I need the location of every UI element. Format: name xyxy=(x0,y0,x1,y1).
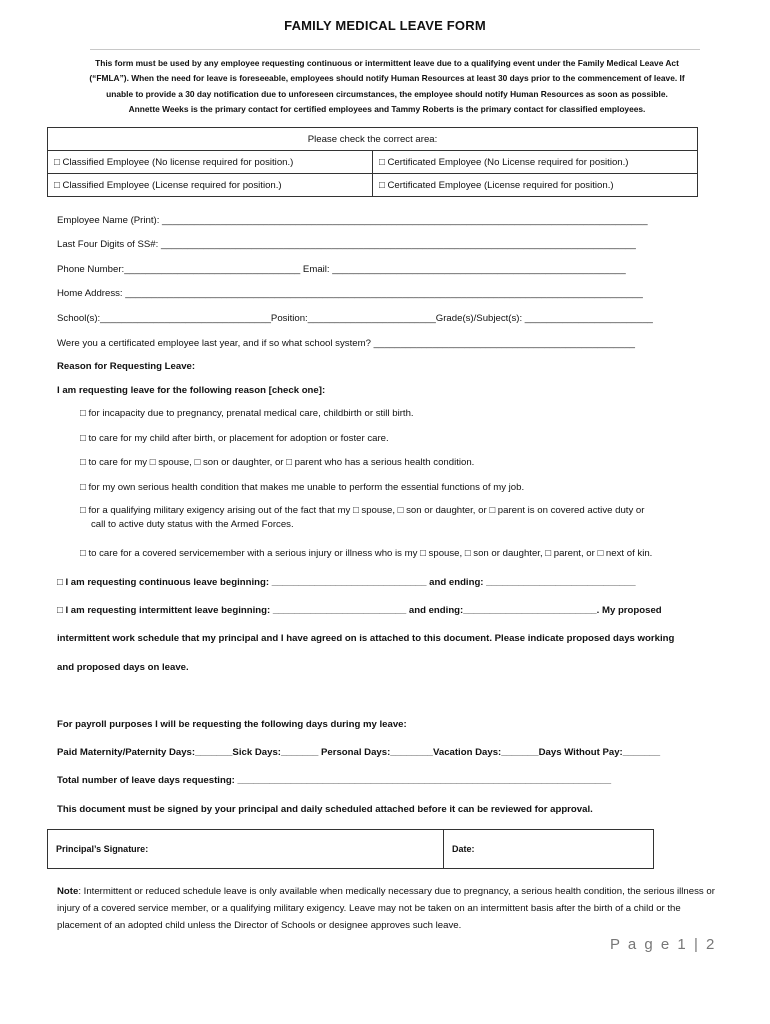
reason-option-child-care[interactable]: □ to care for my child after birth, or placement for adoption or foster care. xyxy=(80,433,389,444)
classified-license-checkbox[interactable]: □ Classified Employee (License required for position.) xyxy=(48,174,373,197)
form-title: FAMILY MEDICAL LEAVE FORM xyxy=(284,18,486,33)
reason-option-military[interactable]: □ for a qualifying military exigency arising out of the fact that my □ spouse, □ son or daughter, or □ parent is on covered active duty or xyxy=(80,505,645,516)
ssn-field[interactable]: Last Four Digits of SS#: _________________________________________________________________________________________ xyxy=(57,239,636,250)
intro-line: unable to provide a 30 day notification due to unforeseen circumstances, the employee should notify Human Resources as soon as possible. xyxy=(106,88,668,99)
intro-line: (“FMLA”). When the need for leave is foreseeable, employees should notify Human Resources at least 30 days prior to the commencement of leave. If xyxy=(89,73,685,84)
schedule-text-2: and proposed days on leave. xyxy=(57,662,189,673)
intermittent-leave-field[interactable]: □ I am requesting intermittent leave beginning: _________________________ and ending:_________________________. My proposed xyxy=(57,605,662,616)
home-address-field[interactable]: Home Address: _________________________________________________________________________________________________ xyxy=(57,288,643,299)
payroll-heading: For payroll purposes I will be requesting the following days during my leave: xyxy=(57,719,407,730)
reason-option-pregnancy[interactable]: □ for incapacity due to pregnancy, prenatal medical care, childbirth or still birth. xyxy=(80,408,414,419)
principal-signature-field[interactable]: Principal’s Signature: xyxy=(48,830,444,868)
signature-instruction: This document must be signed by your principal and daily scheduled attached before it can be reviewed for approval. xyxy=(57,804,593,815)
employee-name-field[interactable]: Employee Name (Print): ___________________________________________________________________________________________ xyxy=(57,215,648,226)
note-text: : Intermittent or reduced schedule leave is only available when medically necessary due to pregnancy, a serious health condition, the serious illness or injury of a covered service member, or a qualifying military exigency. Leave may not be taken on an intermittent basis after the birth of a child or the placement of an adopted child unless the Director of Schools or designee approves such leave. xyxy=(57,886,715,931)
continuous-leave-field[interactable]: □ I am requesting continuous leave beginning: _____________________________ and ending: ____________________________ xyxy=(57,577,636,588)
schedule-text: intermittent work schedule that my principal and I have agreed on is attached to this document. Please indicate proposed days working xyxy=(57,633,675,644)
phone-email-field[interactable]: Phone Number:_________________________________ Email: _______________________________________________________ xyxy=(57,264,626,275)
certificated-license-checkbox[interactable]: □ Certificated Employee (License required for position.) xyxy=(373,174,698,197)
last-year-field[interactable]: Were you a certificated employee last year, and if so what school system? _________________________________________________ xyxy=(57,338,636,349)
note-paragraph xyxy=(57,883,717,934)
reason-option-own-health[interactable]: □ for my own serious health condition that makes me unable to perform the essential functions of my job. xyxy=(80,482,525,493)
certificated-no-license-checkbox[interactable]: □ Certificated Employee (No License required for position.) xyxy=(373,151,698,174)
note-label: Note xyxy=(57,886,79,897)
reason-heading: Reason for Requesting Leave: xyxy=(57,361,196,372)
intro-line: Annette Weeks is the primary contact for certified employees and Tammy Roberts is the primary contact for classified employees. xyxy=(128,103,646,114)
reason-option-family-health[interactable]: □ to care for my □ spouse, □ son or daughter, or □ parent who has a serious health condition. xyxy=(80,457,475,468)
employee-type-table xyxy=(47,127,698,197)
total-days-field[interactable]: Total number of leave days requesting: ______________________________________________________________________ xyxy=(57,775,612,786)
employee-type-header: Please check the correct area: xyxy=(48,128,698,151)
signature-box xyxy=(47,829,654,869)
intro-line: This form must be used by any employee requesting continuous or intermittent leave due to a qualifying event under the Family Medical Leave Act xyxy=(95,58,679,68)
reason-prompt: I am requesting leave for the following reason [check one]: xyxy=(57,385,326,396)
school-position-field[interactable]: School(s):________________________________Position:________________________Grade(s)/Subject(s): ________________________ xyxy=(57,313,653,324)
classified-no-license-checkbox[interactable]: □ Classified Employee (No license required for position.) xyxy=(48,151,373,174)
reason-option-military-cont: call to active duty status with the Armed Forces. xyxy=(91,519,294,530)
reason-option-servicemember[interactable]: □ to care for a covered servicemember with a serious injury or illness who is my □ spouse, □ son or daughter, □ parent, or □ next of kin. xyxy=(80,548,653,559)
page-number: P a g e 1 | 2 xyxy=(610,936,717,953)
title-divider xyxy=(90,49,700,50)
payroll-days-field[interactable]: Paid Maternity/Paternity Days:_______Sick Days:_______ Personal Days:________Vacation Days:_______Days Without Pay:_______ xyxy=(57,747,661,758)
date-field[interactable]: Date: xyxy=(452,844,475,854)
intro-paragraph xyxy=(62,56,712,117)
